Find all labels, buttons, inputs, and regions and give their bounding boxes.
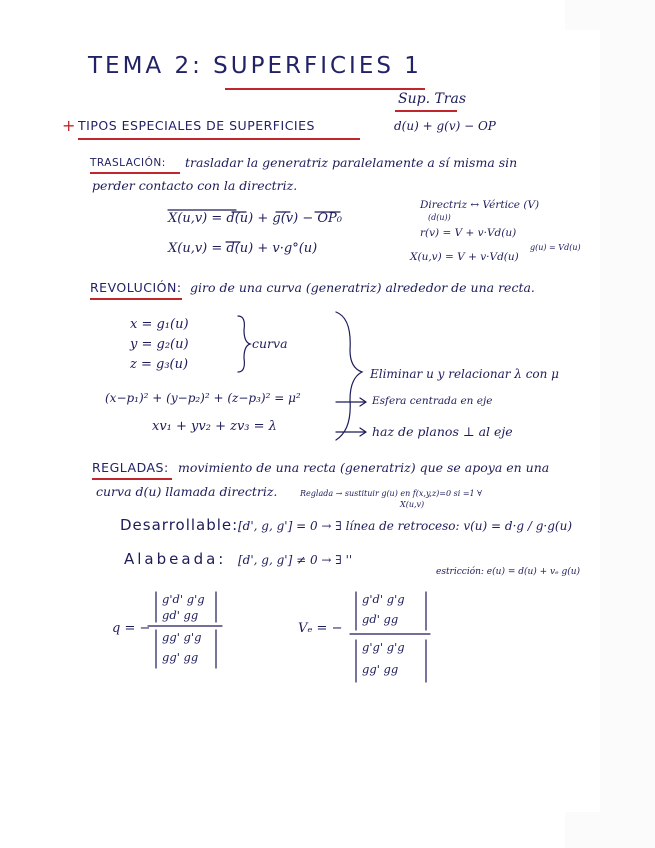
directriz-sub: (d(u)) [428, 213, 451, 222]
traslacion-eq-g: g(u) = Vd(u) [530, 243, 581, 252]
q-num-bars [156, 592, 216, 622]
revolucion-label: REVOLUCIÓN: [90, 280, 182, 295]
traslacion-text-line1: trasladar la generatriz paralelamente a sí misma sin [185, 155, 518, 170]
regladas-text-line2: curva d(u) llamada directriz. [96, 484, 278, 499]
sup-tras-label: Sup. Tras [398, 91, 467, 107]
plus-marker: + [62, 116, 76, 135]
sphere-note: Esfera centrada en eje [372, 395, 493, 407]
plane-arrow [336, 428, 366, 436]
directriz-note: Directriz ↔ Vértice (V) [420, 199, 540, 211]
curva-label: curva [252, 336, 288, 351]
desarrollable-label: Desarrollable: [120, 516, 239, 534]
q-num-row1: g'd' g'g [162, 592, 205, 606]
traslacion-text-line2: perder contacto con la directriz. [92, 178, 298, 193]
estriccion-note: estricción: e(u) = d(u) + vₑ g(u) [436, 567, 581, 577]
reglada-sub: X(u,v) [400, 500, 425, 509]
revolucion-text: giro de una curva (generatriz) alrededor de una recta. [190, 280, 535, 295]
alabeada-label: Alabeada: [124, 550, 227, 568]
ve-num-bars [356, 592, 426, 630]
reglada-note: Reglada → sustituir g(u) en f(x,y,z)=0 si =1 ∀ [300, 489, 482, 498]
plane-note: haz de planos ⊥ al eje [372, 424, 513, 439]
curve-eq-z: z = g₃(u) [130, 357, 189, 372]
traslacion-label: TRASLACIÓN: [90, 157, 166, 169]
big-brace [336, 312, 362, 440]
traslacion-eq-x: X(u,v) = V + v·Vd(u) [410, 251, 519, 263]
curve-brace [238, 316, 250, 372]
eliminar-note: Eliminar u y relacionar λ con μ [370, 367, 559, 381]
page-title: TEMA 2: SUPERFICIES 1 [88, 53, 422, 79]
alabeada-eq: [d', g, g'] ≠ 0 → ∃ '' [238, 553, 353, 567]
curve-eq-y: y = g₂(u) [130, 337, 189, 352]
ve-num-row2: gd' gg [362, 612, 399, 626]
q-label: q = − [112, 621, 151, 636]
ve-num-row1: g'd' g'g [362, 592, 405, 606]
q-den-bars [156, 630, 216, 668]
sphere-arrow [336, 398, 366, 406]
regladas-label: REGLADAS: [92, 460, 169, 475]
ve-den-bars [356, 640, 426, 682]
ve-label: Vₑ = − [298, 621, 343, 636]
q-den-row1: gg' g'g [162, 630, 202, 644]
sup-tras-formula: d(u) + g(v) − OP [394, 119, 496, 133]
plane-eq: xv₁ + yv₂ + zv₃ = λ [152, 419, 277, 434]
desarrollable-eq: [d', g, g'] = 0 → ∃ línea de retroceso: v(u) = d·g / g·g(u) [238, 519, 573, 533]
q-den-row2: gg' gg [162, 650, 199, 664]
q-num-row2: gd' gg [162, 608, 199, 622]
regladas-text-line1: movimiento de una recta (generatriz) que se apoya en una [178, 460, 550, 475]
sphere-eq: (x−p₁)² + (y−p₂)² + (z−p₃)² = μ² [105, 391, 301, 405]
traslacion-eq1: X(u,v) = d(u) + g(v) − OP₀ [168, 211, 342, 226]
curve-eq-x: x = g₁(u) [130, 317, 189, 332]
traslacion-eq2: X(u,v) = d(u) + v·g°(u) [168, 241, 318, 256]
section-header-tipos: TIPOS ESPECIALES DE SUPERFICIES [78, 118, 315, 133]
traslacion-eq-r: r(v) = V + v·Vd(u) [420, 227, 517, 239]
ve-den-row1: g'g' g'g [362, 640, 405, 654]
ve-den-row2: gg' gg [362, 662, 399, 676]
